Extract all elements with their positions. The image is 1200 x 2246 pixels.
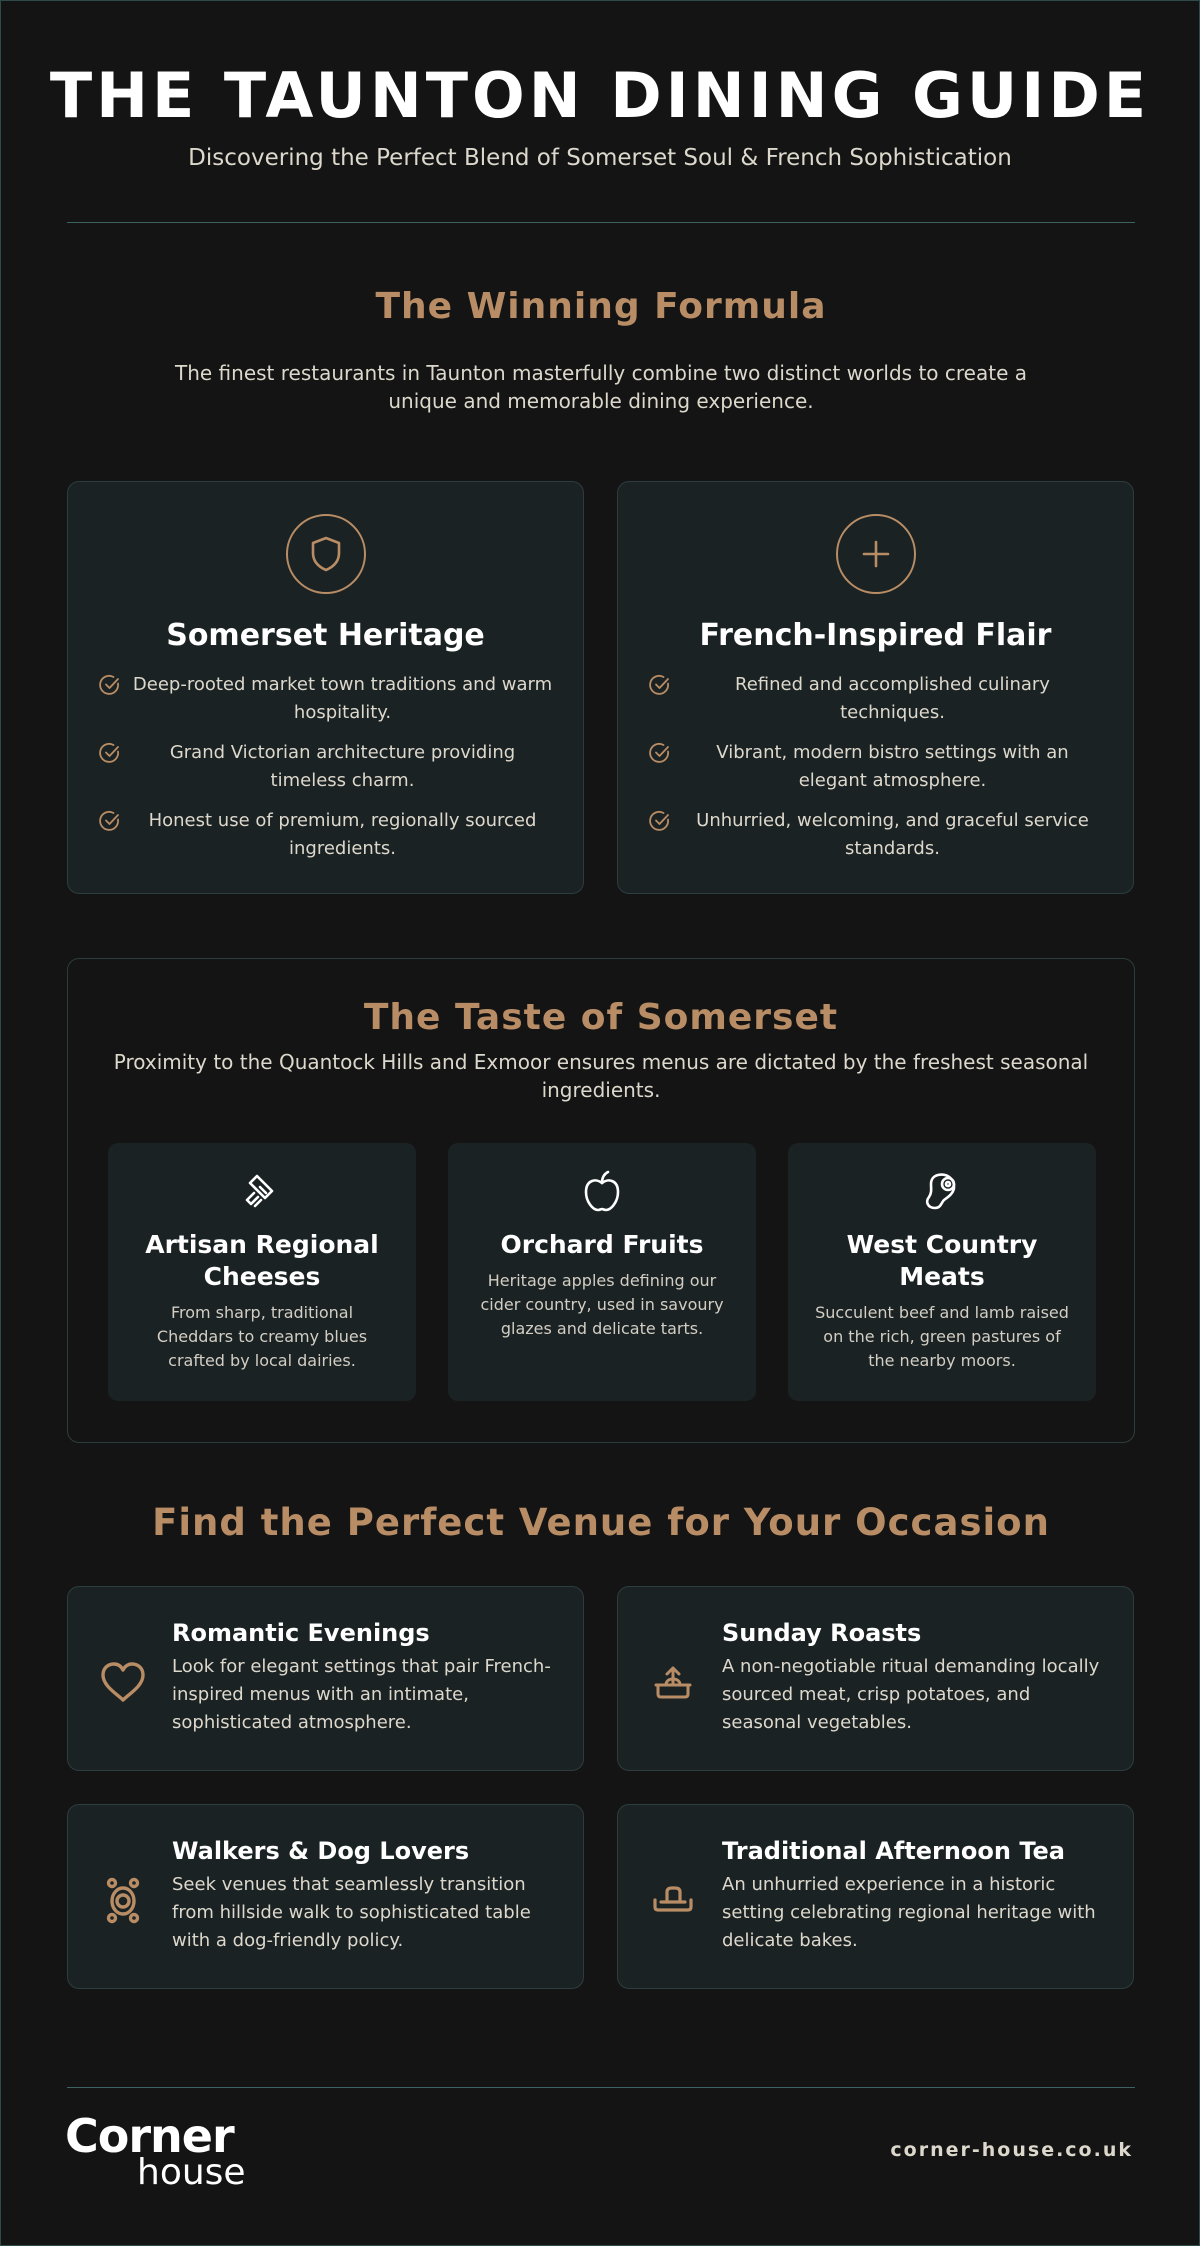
pillar-list [648, 671, 1103, 863]
list-item [98, 739, 553, 795]
check-circle-icon [98, 673, 122, 701]
produce-title: Orchard Fruits [500, 1230, 704, 1259]
pillar-title: French-Inspired Flair [699, 618, 1052, 653]
taste-text: Proximity to the Quantock Hills and Exmoor ensures menus are dictated by the freshest seasonal ingredients. [113, 1050, 1089, 1102]
logo-line-1: Corner [65, 2109, 234, 2163]
apple-icon [448, 1169, 756, 1213]
footer-divider [67, 2087, 1135, 2088]
list-item-text: Unhurried, welcoming, and graceful service standards. [696, 810, 1089, 859]
list-item [98, 807, 553, 863]
venue-card-walkers [67, 1804, 584, 1989]
list-item-text: Vibrant, modern bistro settings with an elegant atmosphere. [716, 742, 1069, 791]
venue-text: An unhurried experience in a historic setting celebrating regional heritage with delicate bakes. [722, 1874, 1096, 1951]
venue-title: Sunday Roasts [722, 1619, 922, 1647]
venue-card-afternoon-tea [617, 1804, 1134, 1989]
produce-card-meats [788, 1143, 1096, 1401]
cheese-icon [108, 1169, 416, 1213]
venue-title: Traditional Afternoon Tea [722, 1837, 1065, 1865]
produce-title: Artisan Regional Cheeses [145, 1230, 379, 1291]
heart-icon [98, 1657, 148, 1707]
paw-icon [98, 1875, 148, 1925]
venues-title: Find the Perfect Venue for Your Occasion [152, 1501, 1050, 1544]
venue-text: Seek venues that seamlessly transition from hillside walk to sophisticated table with a dog-friendly policy. [172, 1874, 531, 1951]
winning-formula-text: The finest restaurants in Taunton masterfully combine two distinct worlds to create a unique and memorable dining experience. [175, 361, 1027, 413]
shield-icon [286, 514, 366, 594]
pillar-list [98, 671, 553, 863]
meat-icon [788, 1169, 1096, 1213]
produce-card-cheeses [108, 1143, 416, 1401]
pillar-title: Somerset Heritage [166, 618, 485, 653]
venue-title: Walkers & Dog Lovers [172, 1837, 470, 1865]
list-item [648, 739, 1103, 795]
list-item [648, 807, 1103, 863]
roast-icon [648, 1657, 698, 1707]
list-item-text: Refined and accomplished culinary techniques. [735, 674, 1050, 723]
taste-title: The Taste of Somerset [363, 997, 839, 1038]
teacup-icon [648, 1875, 698, 1925]
corner-house-logo [65, 2109, 246, 2193]
page-subtitle: Discovering the Perfect Blend of Somerset Soul & French Sophistication [188, 145, 1012, 171]
header [1, 1, 1199, 171]
list-item [98, 671, 553, 727]
venue-text: Look for elegant settings that pair French-inspired menus with an intimate, sophisticated atmosphere. [172, 1656, 551, 1733]
produce-title: West Country Meats [846, 1230, 1038, 1291]
check-circle-icon [98, 809, 122, 837]
produce-card-fruits [448, 1143, 756, 1401]
produce-text: Succulent beef and lamb raised on the rich, green pastures of the nearby moors. [815, 1303, 1069, 1370]
winning-formula-section [1, 286, 1200, 415]
plus-icon [836, 514, 916, 594]
produce-text: Heritage apples defining our cider country, used in savoury glazes and delicate tarts. [480, 1271, 724, 1338]
check-circle-icon [648, 673, 672, 701]
website-link[interactable]: corner-house.co.uk [890, 2139, 1133, 2161]
winning-formula-title: The Winning Formula [375, 286, 827, 327]
page-title: THE TAUNTON DINING GUIDE [49, 59, 1151, 132]
check-circle-icon [648, 809, 672, 837]
french-flair-card [617, 481, 1134, 894]
venue-text: A non-negotiable ritual demanding locally sourced meat, crisp potatoes, and seasonal vegetables. [722, 1656, 1100, 1733]
venue-card-romantic [67, 1586, 584, 1771]
list-item-text: Deep-rooted market town traditions and warm hospitality. [132, 674, 553, 723]
venue-card-sunday-roasts [617, 1586, 1134, 1771]
list-item [648, 671, 1103, 727]
check-circle-icon [98, 741, 122, 769]
list-item-text: Honest use of premium, regionally sourced ingredients. [148, 810, 537, 859]
header-divider [67, 222, 1135, 223]
logo-line-2: house [137, 2152, 246, 2193]
produce-text: From sharp, traditional Cheddars to creamy blues crafted by local dairies. [156, 1303, 368, 1370]
somerset-heritage-card [67, 481, 584, 894]
taste-of-somerset-section [67, 958, 1135, 1443]
venue-title: Romantic Evenings [172, 1619, 430, 1647]
check-circle-icon [648, 741, 672, 769]
list-item-text: Grand Victorian architecture providing timeless charm. [169, 742, 516, 791]
